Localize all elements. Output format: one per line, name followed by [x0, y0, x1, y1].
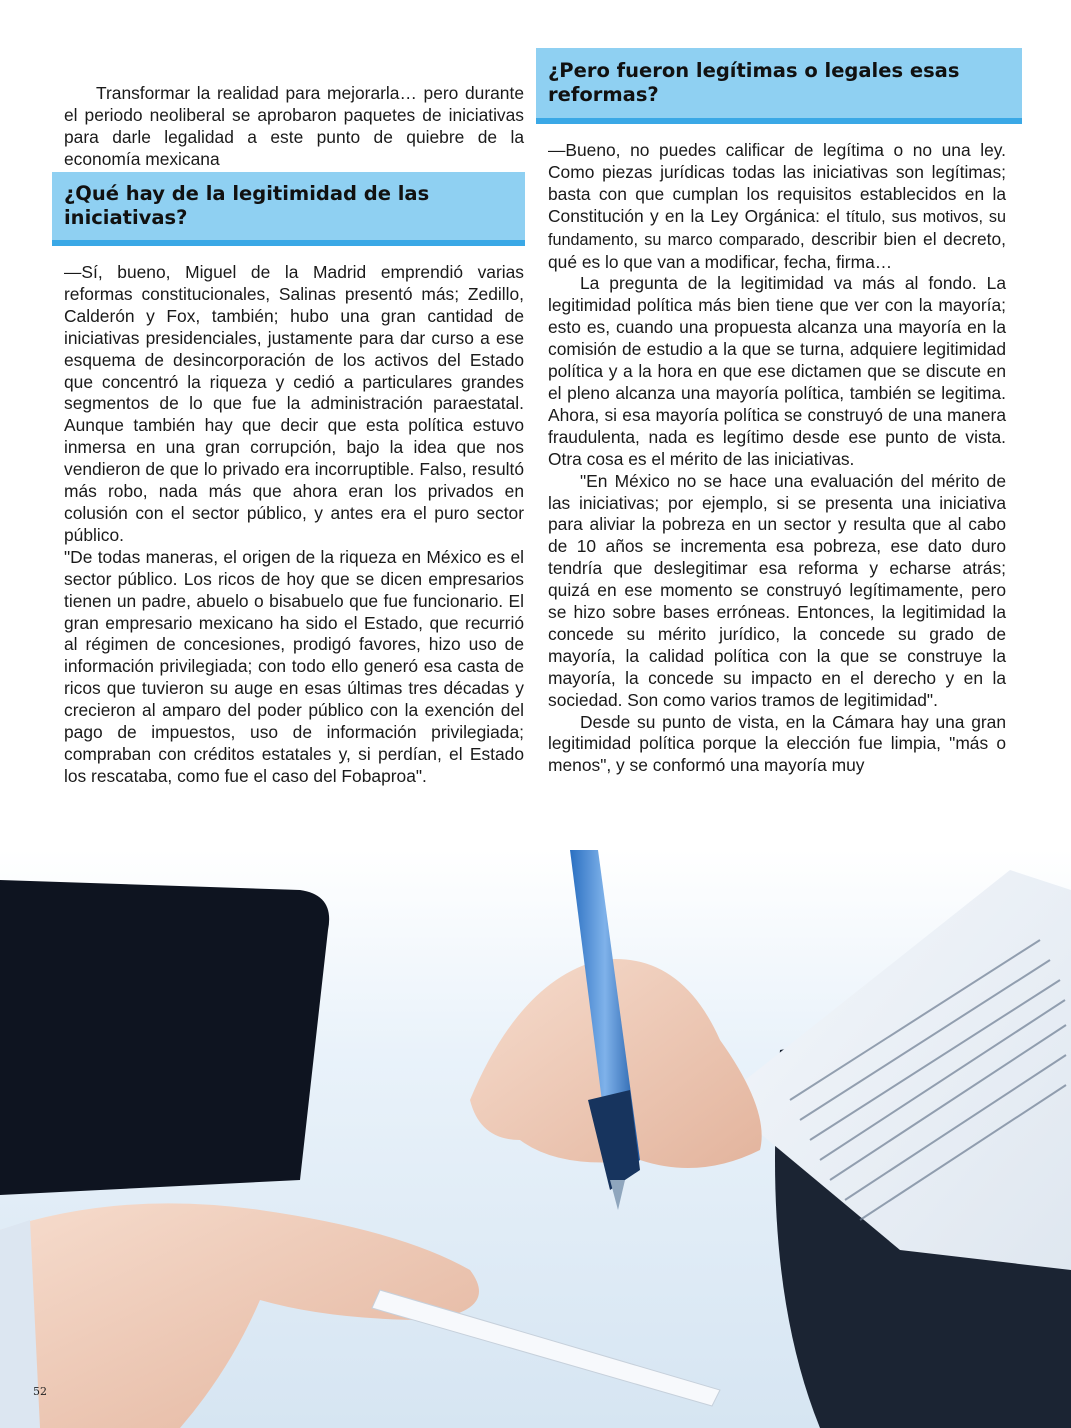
photo-illustration: [0, 850, 1071, 1428]
left-column: [64, 262, 524, 788]
left-section-heading: [52, 172, 525, 246]
left-heading-text: ¿Qué hay de la legitimidad de las iniciativas?: [64, 182, 430, 229]
right-section-heading: [536, 48, 1022, 124]
right-paragraph-3: "En México no se hace una evaluación del mérito de las iniciativas; por ejemplo, si se presenta una iniciativa para aliviar la pobreza en un sector y resulta que al cabo de 10 años se incrementa esa pobreza, ese dato duro tendría que deslegitimar esa reforma y echarse atrás; quizá en ese momento se construyó legítimamente, pero se hizo sobre bases erróneas. Entonces, la legitimidad la concede su mérito jurídico, la concede su grado de mayoría, la calidad política con la que se construye la mayoría, la concede su impacto en el derecho y en la sociedad. Son como varios tramos de legitimidad".: [548, 470, 1006, 710]
right-p1-part-a: —Bueno, no puedes calificar de legítima o no una ley. Como piezas jurídicas todas las iniciativas son legítimas; basta con que cumplan los requisitos establecidos en la Constitución y en la Ley Orgánica: el: [548, 140, 1006, 226]
intro-paragraph: Transformar la realidad para mejorarla… pero durante el periodo neoliberal se aprobaron paquetes de iniciativas para darle legalidad a este punto de quiebre de la economía mexicana: [64, 83, 524, 170]
left-paragraph-2: "De todas maneras, el origen de la riqueza en México es el sector público. Los ricos de hoy que se dicen empresarios tienen un padre, abuelo o bisabuelo que fue funcionario. El gran empresario mexicano ha sido el Estado, que recurrió al régimen de concesiones, prodigó favores, hizo uso de información privilegiada; con todo ello generó esa casta de ricos que tuvieron su auge en esas últimas tres décadas y crecieron al amparo del poder público con la exención del pago de impuestos, uso de información privilegiada; compraban con créditos estatales y, si perdían, el Estado los rescataba, como fue el caso del Fobaproa".: [64, 546, 524, 786]
right-p1-condensed: título, sus motivos, su fundamento, su marco comparado: [548, 207, 1007, 249]
right-paragraph-4: Desde su punto de vista, en la Cámara hay una gran legitimidad política porque la elección fue limpia, "más o menos", y se conformó una mayoría muy: [548, 711, 1006, 776]
right-paragraph-2: La pregunta de la legitimidad va más al fondo. La legitimidad política más bien tiene que ver con la mayoría; esto es, cuando una propuesta alcanza una mayoría en la comisión de estudio a la que se turna, adquiere legitimidad política y a la hora en que ese dictamen que se discute en el pleno alcanza una mayoría política, también se legitima. Ahora, si esa mayoría política se construyó de una manera fraudulenta, nada es legítimo desde ese punto de vista. Otra cosa es el mérito de las iniciativas.: [548, 273, 1006, 469]
page-number: 52: [33, 1385, 47, 1398]
left-paragraph-1: —Sí, bueno, Miguel de la Madrid emprendió varias reformas constitucionales, Salinas presentó más; Zedillo, Calderón y Fox, también; hubo una gran cantidad de iniciativas presidenciales, justamente para dar curso a ese esquema de desincorporación de los activos del Estado que concentró la riqueza y cedió a particulares grandes segmentos de lo que fue la administración paraestatal. Aunque también hay que decir que esta política estuvo inmersa en una gran corrupción, bajo la idea que nos vendieron de que lo privado era incorruptible. Falso, resultó más robo, nada más que ahora eran los privados en colusión con el sector público, y antes era el puro sector público.: [64, 262, 524, 545]
right-p1-part-c: , describir bien el decreto, qué es lo que van a modificar, fecha, firma…: [548, 228, 1006, 272]
right-paragraph-1: [548, 140, 1006, 273]
right-column: [548, 140, 1006, 777]
right-heading-text: ¿Pero fueron legítimas o legales esas reformas?: [548, 59, 960, 106]
business-hands-photo: [0, 850, 1071, 1428]
